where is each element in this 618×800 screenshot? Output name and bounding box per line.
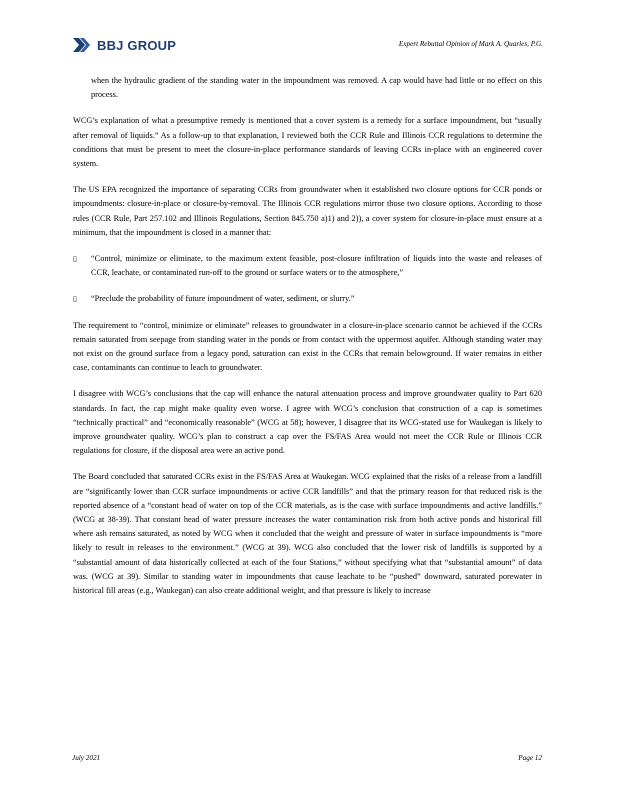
document-body (73, 74, 542, 610)
paragraph: I disagree with WCG’s conclusions that the cap will enhance the natural attenuation process and improve groundwater quality to Part 620 standards. In fact, the cap might make quality even worse. I agree with WCG’s conclusion that construction of a cap is sometimes “technically practical” and “economically reasonable” (WCG at 58); however, I disagree that its WCG-stated use for Waukegan is likely to improve groundwater quality. WCG’s plan to construct a cap over the FS/FAS Area would not meet the CCR Rule or Illinois CCR regulations for closure, if the disposal area were an active pond. (73, 389, 542, 456)
bbj-chevron-logo-icon (72, 36, 92, 54)
footer-page-number: Page 12 (518, 754, 542, 762)
paragraph: The Board concluded that saturated CCRs exist in the FS/FAS Area at Waukegan. WCG explained that the risks of a release from a landfill are “significantly lower than CCR surface impoundments or active CCR landfills” and that the primary reason for that reduced risk is the reported absence of a “constant head of water on top of the CCR materials, as is the case with surface impoundments and active landfills.” (WCG at 38-39). That constant head of water pressure increases the water contamination risk from both active ponds and historical fill where ash remains saturated, as noted by WCG when it concluded that the weight and pressure of water in surface impoundments is “more likely to result in releases to the environment.” (WCG at 39). WCG also concluded that the lower risk of landfills is supported by a “substantial amount of data historically collected at each of the four Stations,” without specifying what that “substantial amount” of data was. (WCG at 39). Similar to standing water in impoundments that cause leachate to be “pushed” downward, saturated porewater in historical fill areas (e.g., Waukegan) can also create additional weight, and that pressure is likely to increase (73, 472, 542, 596)
bullet-marker: ▯ (73, 295, 77, 304)
paragraph: WCG’s explanation of what a presumptive remedy is mentioned that a cover system is a remedy for a surface impoundment, but “usually after removal of liquids.” As a follow-up to that explanation, I reviewed both the CCR Rule and Illinois CCR regulations to determine the conditions that must be present to meet the closure-in-place performance standards of leaving CCRs in-place with an engineered cover system. (73, 116, 542, 169)
bullet-marker: ▯ (73, 255, 77, 264)
paragraph: when the hydraulic gradient of the standing water in the impoundment was removed. A cap would have had little or no effect on this process. (91, 76, 542, 100)
footer-date: July 2021 (72, 754, 101, 762)
company-logo (72, 35, 176, 55)
bullet-text: “Control, minimize or eliminate, to the maximum extent feasible, post-closure infiltration of liquids into the waste and releases of CCR, leachate, or contaminated run-off to the ground or surface waters or to the atmosphere,” (91, 254, 542, 278)
logo-text: BBJ GROUP (97, 37, 177, 53)
bullet-item (73, 292, 542, 306)
paragraph: The US EPA recognized the importance of separating CCRs from groundwater when it established two closure options for CCR ponds or impoundments: closure-in-place or closure-by-removal. The Illinois CCR regulations mirror those two closure options. According to those rules (CCR Rule, Part 257.102 and Illinois Regulations, Section 845.750 a)1) and 2)), a cover system for closure-in-place must ensure at a minimum, that the impoundment is closed in a manner that: (73, 185, 542, 237)
paragraph: The requirement to “control, minimize or eliminate” releases to groundwater in a closure-in-place scenario cannot be achieved if the CCRs remain saturated from seepage from standing water in the ponds or from contact with the uppermost aquifer. Although standing water may not exist on the ground surface from a legacy pond, saturation can exist in the CCRs that remain belowground. If water remains in either case, contaminants can continue to leach to groundwater. (73, 320, 542, 373)
header-title: Expert Rebuttal Opinion of Mark A. Quarles, P.G. (398, 40, 543, 48)
bullet-item (73, 252, 542, 280)
bullet-text: “Preclude the probability of future impoundment of water, sediment, or slurry.” (91, 294, 355, 304)
